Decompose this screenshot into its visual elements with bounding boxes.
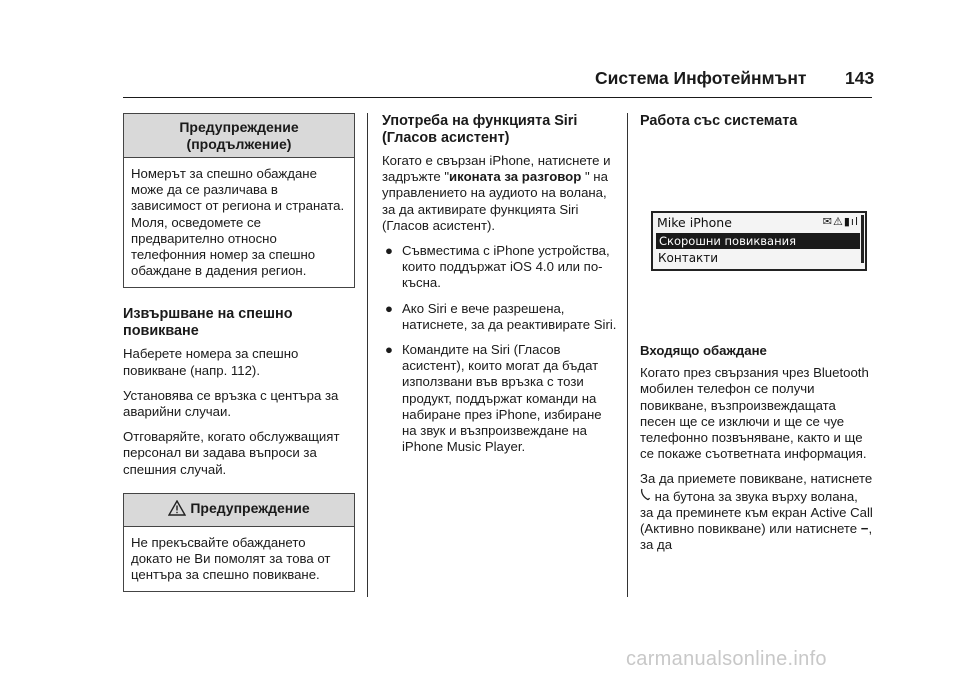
warning-box bbox=[123, 493, 355, 593]
warning-box-body: Номерът за спешно обаждане може да се различава в зависимост от региона и страната. Моля, осведомете се предварително относно телефонния номер за спешно обаждане в дадения регион. bbox=[131, 166, 345, 279]
screen-item-contacts: Контакти bbox=[658, 251, 719, 265]
page-number: 143 bbox=[845, 68, 875, 88]
warning-box-title: Предупреждение (продължение) bbox=[124, 114, 354, 158]
text: За да приемете повикване, натиснете bbox=[640, 471, 873, 487]
paragraph: Наберете номера за спешно повикване (напр. 112). bbox=[123, 346, 299, 378]
bullet-text: Командите на Siri (Гласов асистент), които могат да бъдат използвани във връзка с този продукт, поддържат команди на набиране през iPhone, избиране на звук и възпроизвеждане на iPhone Music Player. bbox=[402, 342, 602, 455]
bullet-dot: ● bbox=[385, 300, 393, 316]
column-divider-2 bbox=[627, 113, 628, 597]
text: на бутона за звука върху волана, за да преминете към екран Active Call (Активно повикване) или натиснете bbox=[640, 488, 873, 537]
infotainment-screen bbox=[651, 211, 867, 271]
section-title-emergency-call: Извършване на спешно повикване bbox=[123, 306, 293, 340]
bullet-text: Ако Siri е вече разрешена, натиснете, за да реактивирате Siri. bbox=[402, 300, 617, 332]
bullet-dot: ● bbox=[385, 342, 393, 358]
paragraph: Отговаряйте, когато обслужващият персонал ви задава въпроси за спешния случай. bbox=[123, 429, 340, 477]
bullet-item bbox=[382, 342, 618, 455]
warning-triangle-icon bbox=[168, 500, 186, 520]
intro-text-end: " на управлението на аудиото на волана, за да активирате функцията Siri (Гласов асистент). bbox=[382, 169, 608, 233]
paragraph-accept-call bbox=[640, 471, 874, 553]
minus-glyph: − bbox=[860, 521, 869, 537]
paragraph-siri-intro bbox=[382, 153, 618, 234]
watermark: carmanualsonline.info bbox=[626, 648, 827, 670]
bullet-text: Съвместима с iPhone устройства, които поддържат iOS 4.0 или по-късна. bbox=[402, 243, 610, 291]
warning-box-title: Предупреждение bbox=[190, 499, 310, 516]
column-1 bbox=[123, 113, 355, 592]
header-rule bbox=[123, 97, 872, 98]
subsection-title-incoming-call: Входящо обаждане bbox=[640, 343, 767, 358]
page-header-title: Система Инфотейнмънт bbox=[595, 68, 807, 88]
warning-box-body: Не прекъсвайте обаждането докато не Ви помолят за това от центъра за спешно повикване. bbox=[131, 534, 331, 583]
column-3-title: Работа със системата bbox=[640, 113, 798, 129]
bullet-item bbox=[382, 243, 618, 292]
paragraph: Установява се връзка с центъра за аварийни случаи. bbox=[123, 387, 339, 420]
paragraph-incoming: Когато през свързания чрез Bluetooth мобилен телефон се получи повикване, възпроизвеждащата песен ще се изключи и ще се чуе телефонно позвъняване, както и ще се покаже съответната информация. bbox=[640, 365, 869, 462]
intro-text: Когато е свързан iPhone, натиснете и задръжте " bbox=[382, 153, 611, 185]
column-3-body bbox=[640, 343, 874, 562]
screen-selected-item: Скорошни повиквания bbox=[656, 233, 860, 249]
bullet-item bbox=[382, 301, 618, 333]
screen-device-name: Mike iPhone bbox=[657, 215, 732, 230]
column-2 bbox=[382, 113, 618, 464]
screen-status-icons: ✉⚠▮ıl bbox=[822, 215, 859, 228]
screen-scrollbar bbox=[861, 215, 864, 263]
warning-box-continued bbox=[123, 113, 355, 288]
section-title-siri: Употреба на функцията Siri (Гласов асистент) bbox=[382, 113, 578, 146]
column-divider-1 bbox=[367, 113, 368, 597]
bullet-dot: ● bbox=[385, 243, 393, 259]
phone-icon bbox=[640, 488, 651, 505]
warning-box-header bbox=[124, 494, 354, 527]
intro-bold-text: иконата за разговор bbox=[449, 169, 582, 185]
text: , за да bbox=[640, 521, 873, 553]
